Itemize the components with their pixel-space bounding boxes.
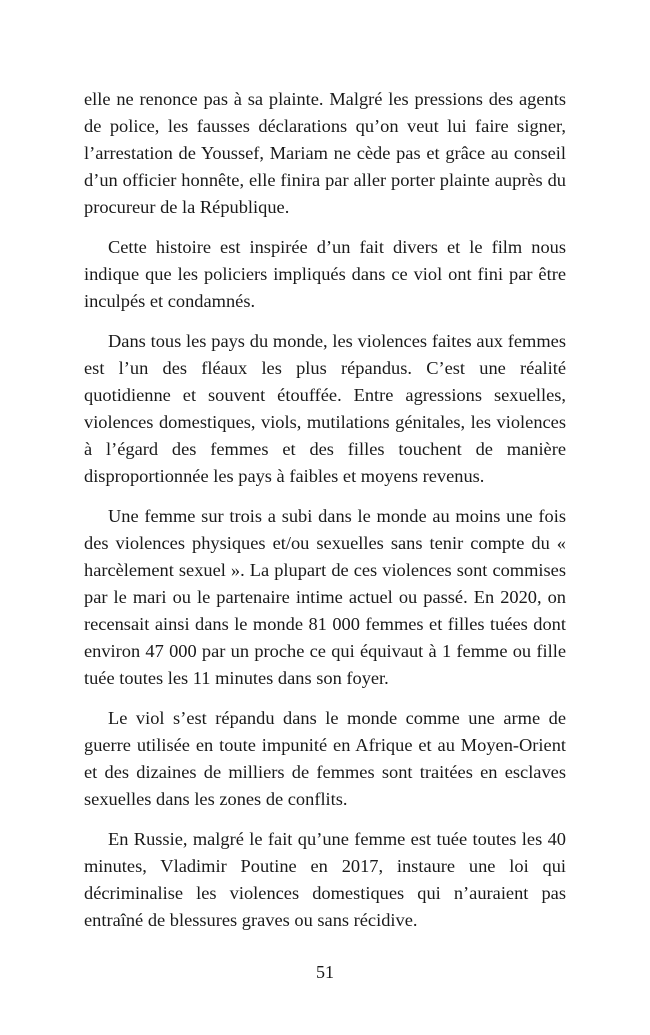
page-body bbox=[84, 86, 566, 947]
page-number: 51 bbox=[316, 962, 334, 982]
paragraph-russia: En Russie, malgré le fait qu’une femme est tuée toutes les 40 minutes, Vladimir Poutine en 2017, instaure une loi qui décriminalise les violences domestiques qui n’auraient pas entraîné de blessures graves ou sans récidive. bbox=[84, 829, 566, 930]
paragraph-film-story: Cette histoire est inspirée d’un fait divers et le film nous indique que les policiers impliqués dans ce viol ont fini par être inculpés et condamnés. bbox=[84, 237, 566, 311]
paragraph-statistics: Une femme sur trois a subi dans le monde au moins une fois des violences physiques et/ou sexuelles sans tenir compte du « harcèlement sexuel ». La plupart de ces violences sont commises par le mari ou le partenaire intime actuel ou passé. En 2020, on recensait ainsi dans le monde 81 000 femmes et filles tuées dont environ 47 000 par un proche ce qui équivaut à 1 femme ou fille tuée toutes les 11 minutes dans son foyer. bbox=[84, 506, 566, 688]
paragraph-violence-worldwide: Dans tous les pays du monde, les violences faites aux femmes est l’un des fléaux les plus répandus. C’est une réalité quotidienne et souvent étouffée. Entre agressions sexuelles, violences domestiques, viols, mutilations génitales, les violences à l’égard des femmes et des filles touchent de manière disproportionnée les pays à faibles et moyens revenus. bbox=[84, 331, 566, 486]
paragraph-continuation: elle ne renonce pas à sa plainte. Malgré les pressions des agents de police, les fausses déclarations qu’on veut lui faire signer, l’arrestation de Youssef, Mariam ne cède pas et grâce au conseil d’un officier honnête, elle finira par aller porter plainte auprès du procureur de la République. bbox=[84, 89, 566, 217]
paragraph-rape-as-weapon: Le viol s’est répandu dans le monde comme une arme de guerre utilisée en toute impunité en Afrique et au Moyen-Orient et des dizaines de milliers de femmes sont traitées en esclaves sexuelles dans les zones de conflits. bbox=[84, 708, 566, 809]
